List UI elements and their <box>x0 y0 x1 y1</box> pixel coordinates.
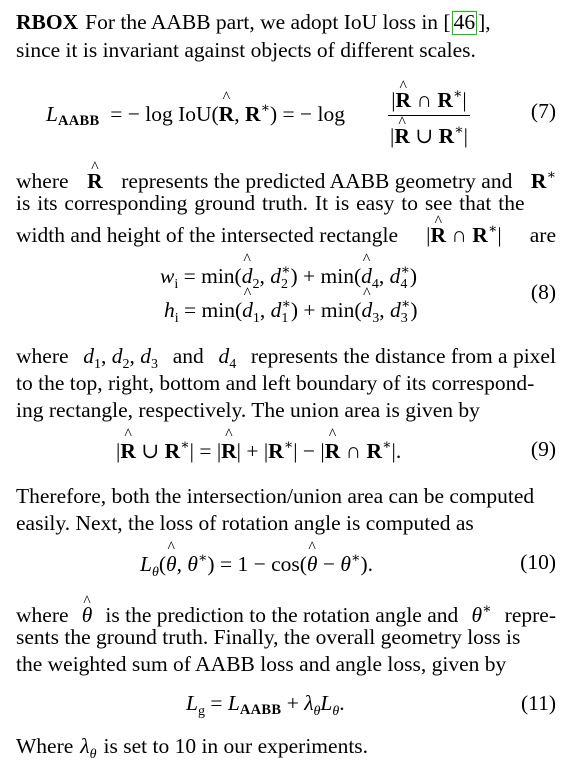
para5-l1-text: is the prediction to the rotation angle and <box>105 603 459 627</box>
para1-line2-text: since it is invariant against objects of different scales. <box>16 38 476 62</box>
para3-l3-text: ing rectangle, respectively. The union area is given by <box>16 398 480 422</box>
para2-where: where <box>16 169 69 193</box>
para3-line1 <box>16 343 556 372</box>
para5-repre: repre- <box>504 603 556 627</box>
para1-line2 <box>16 37 556 63</box>
para5-line1 <box>16 597 556 627</box>
para4-line2 <box>16 510 556 536</box>
eq8-row2: $h_i$ = min(^ $d_1$, $d_1^∗$) + min(^ $d_3$, $d_3^∗$) <box>164 296 417 327</box>
equation-8 <box>0 262 570 324</box>
r-hat-symbol: ^ R <box>87 168 103 194</box>
para6-where: Where <box>16 734 74 758</box>
eq8-number: (8) <box>530 280 556 304</box>
para3-and: and <box>172 344 204 368</box>
citation-link[interactable]: 46 <box>453 10 476 34</box>
eq10-formula: $L_\theta(\^{}$ θ, θ∗) = 1 − cos(^ θ − θ∗). <box>140 550 373 581</box>
para1-line1 <box>16 9 556 35</box>
para3-where: where <box>16 344 69 368</box>
eq7-number: (7) <box>530 99 556 123</box>
para1-text-end: ], <box>478 10 491 34</box>
intersect-symbol: |^ R ∩ R∗| <box>426 217 501 248</box>
para2-l3-text: width and height of the intersected rectangle <box>16 223 399 247</box>
theta-hat-symbol: ^ θ <box>82 602 93 628</box>
para2-l2-text: is its corresponding ground truth. It is easy to see that the <box>16 191 525 215</box>
para5-l3-text: the weighted sum of AABB loss and angle loss, given by <box>16 652 507 676</box>
eq10-number: (10) <box>520 550 556 574</box>
para5-l2-text: sents the ground truth. Finally, the overall geometry loss is <box>16 625 521 649</box>
para2-line2 <box>16 190 556 216</box>
r-star-symbol: R∗ <box>530 168 556 193</box>
d4-symbol: $d_4$ <box>218 344 237 372</box>
eq7-fraction: $\frac{|\^{} R \cap R^∗|}{|\^{} R \cup R^∗|}$ <box>387 82 471 149</box>
eq8-row1: $w_i$ = min(^ $d_2$, $d_2^∗$) + min(^ $d_4$, $d_4^∗$) <box>160 262 417 293</box>
para4-l2-text: easily. Next, the loss of rotation angle is computed as <box>16 511 474 535</box>
theta-star-symbol: θ∗ <box>471 602 492 627</box>
section-heading-rbox: RBOX <box>16 10 79 34</box>
d-symbols: $d_1$, $d_2$, $d_3$ <box>83 344 158 372</box>
equation-11 <box>0 691 570 719</box>
para6-text: is set to 10 in our experiments. <box>103 734 369 758</box>
eq7-lhs: LAABB = − log IoU(^ R, R∗) = − log <box>46 100 345 130</box>
para4-l1-text: Therefore, both the intersection/union area can be computed <box>16 484 535 508</box>
para5-where: where <box>16 603 69 627</box>
para2-are: are <box>529 223 556 247</box>
para5-line3 <box>16 651 556 677</box>
eq9-formula: |^ R ∪ R∗| = |^ R| + |R∗| − |^ R ∩ R∗|. <box>116 437 401 464</box>
equation-9 <box>0 437 570 465</box>
para4-line1 <box>16 483 556 509</box>
para3-line2 <box>16 370 556 396</box>
para1-text: For the AABB part, we adopt IoU loss in [ <box>85 10 451 34</box>
para3-l1-text: represents the distance from a pixel <box>250 344 556 368</box>
eq9-number: (9) <box>530 437 556 461</box>
eq11-number: (11) <box>520 691 556 715</box>
equation-10 <box>0 550 570 578</box>
para6-line1 <box>16 733 556 762</box>
eq11-formula: $L_g$ = LAABB + $\lambda_\theta L_\theta$. <box>186 691 345 719</box>
equation-7 <box>0 82 570 146</box>
para3-l2-text: to the top, right, bottom and left boundary of its correspond- <box>16 371 535 395</box>
para3-line3 <box>16 397 556 423</box>
para2-line1 <box>16 163 556 193</box>
para2-l1-text: represents the predicted AABB geometry and <box>121 169 513 193</box>
para5-line2 <box>16 624 556 650</box>
lambda-theta-symbol: $\lambda_\theta$ <box>80 734 97 762</box>
para2-line3 <box>16 217 556 247</box>
